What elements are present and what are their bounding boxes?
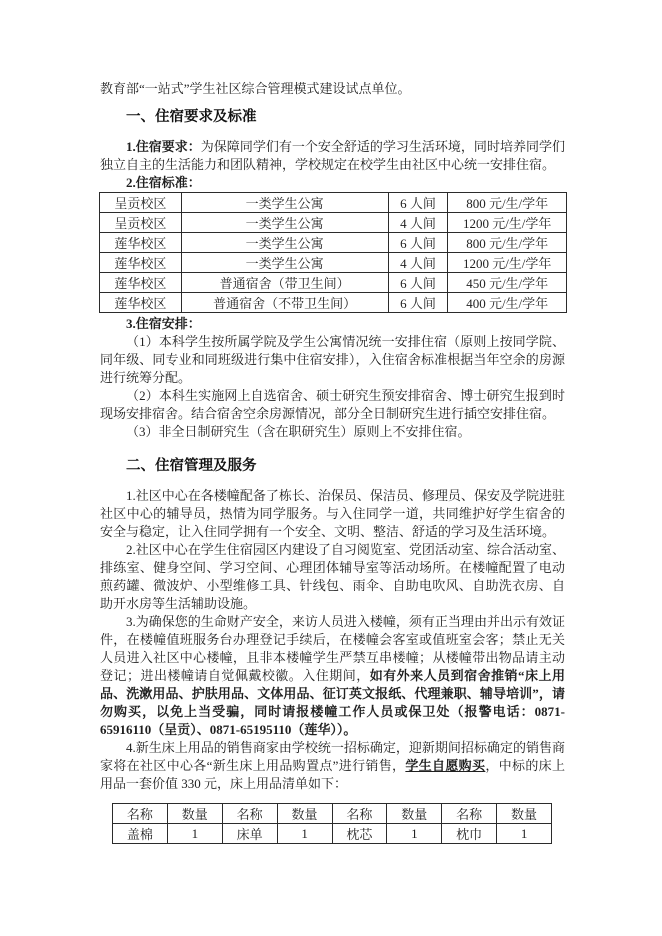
section-1-heading: 一、住宿要求及标准: [126, 109, 257, 125]
table-row: [100, 193, 567, 213]
section-2-heading: 二、住宿管理及服务: [126, 458, 257, 474]
arrangement-point-1: （1）本科学生按所属学院及学生公寓情况统一安排住宿（原则上按同学院、同年级、同专业和同班级进行集中住宿安排），入住宿舍标准根据当年空余的房源进行统筹分配。: [100, 334, 565, 385]
room-size-cell: 6 人间: [388, 273, 448, 293]
campus-cell: 呈贡校区: [100, 193, 182, 213]
item-qty-cell: 1: [277, 824, 332, 844]
dorm-type-cell: 一类学生公寓: [181, 233, 388, 253]
bedding-list-table: [112, 803, 552, 844]
header-qty-cell: 数量: [277, 804, 332, 824]
header-name-cell: 名称: [332, 804, 387, 824]
table-row: [100, 273, 567, 293]
room-size-cell: 4 人间: [388, 213, 448, 233]
item-name-cell: 盖棉: [113, 824, 168, 844]
table-row: [113, 824, 552, 844]
sales-warning-bold-text: 如有外来人员到宿舍推销“床上用品、洗漱用品、护肤用品、文体用品、征订英文报纸、代理兼职、辅导培训”，请勿购买，以免上当受骗，同时请报楼幢工作人员或保卫处（报警电话：0871-65916110（呈贡）、0871-65195110（莲华））。: [100, 668, 565, 737]
voluntary-purchase-emphasis: 学生自愿购买: [405, 758, 486, 773]
management-paragraph-2: 2.社区中心在学生住宿园区内建设了自习阅览室、党团活动室、综合活动室、排练室、健身空间、学习空间、心理团体辅导室等活动场所。在楼幢配置了电动煎药罐、微波炉、小型维修工具、针线包、雨伞、自助电吹风、自助洗衣房、自助开水房等生活辅助设施。: [100, 542, 565, 611]
price-cell: 1200 元/生/学年: [448, 253, 567, 273]
bedding-sales-text-1: 4.新生床上用品的销售商家由学校统一招标确定，迎新期间招标确定的销售商家将在社区中心各“新生床上用品购置点”进行销售，: [100, 740, 565, 773]
price-cell: 800 元/生/学年: [448, 193, 567, 213]
price-cell: 400 元/生/学年: [448, 293, 567, 313]
management-paragraph-4: [100, 739, 565, 793]
management-paragraph-3: [100, 613, 565, 739]
campus-cell: 莲华校区: [100, 233, 182, 253]
campus-cell: 莲华校区: [100, 293, 182, 313]
item-qty-cell: 1: [167, 824, 222, 844]
dorm-type-cell: 普通宿舍（不带卫生间）: [181, 293, 388, 313]
management-paragraph-1: 1.社区中心在各楼幢配备了栋长、治保员、保洁员、修理员、保安及学院进驻社区中心的辅导员，热情为同学服务。与入住同学一道，共同维护好学生宿舍的安全与稳定，让入住同学拥有一个安全、文明、整洁、舒适的学习及生活环境。: [100, 488, 565, 539]
housing-requirement-paragraph: [100, 138, 565, 174]
housing-arrangement-label-line: [100, 315, 565, 333]
table-row: [100, 213, 567, 233]
item-name-cell: 枕芯: [332, 824, 387, 844]
intro-paragraph: 教育部“一站式”学生社区综合管理模式建设试点单位。: [100, 81, 411, 96]
campus-cell: 莲华校区: [100, 273, 182, 293]
item-qty-cell: 1: [387, 824, 442, 844]
document-content: [100, 80, 565, 844]
header-qty-cell: 数量: [167, 804, 222, 824]
price-cell: 450 元/生/学年: [448, 273, 567, 293]
room-size-cell: 6 人间: [388, 233, 448, 253]
table-row: [100, 253, 567, 273]
arrangement-point-2: （2）本科生实施网上自选宿舍、硕士研究生预安排宿舍、博士研究生报到时现场安排宿舍。结合宿舍空余房源情况，部分全日制研究生进行插空安排住宿。: [100, 388, 565, 421]
table-row: [100, 233, 567, 253]
housing-requirement-label: 1.住宿要求：: [126, 139, 201, 154]
dorm-type-cell: 一类学生公寓: [181, 193, 388, 213]
campus-cell: 莲华校区: [100, 253, 182, 273]
housing-standard-label: 2.住宿标准：: [126, 175, 201, 190]
table-header-row: [113, 804, 552, 824]
room-size-cell: 6 人间: [388, 193, 448, 213]
item-qty-cell: 1: [497, 824, 552, 844]
dorm-type-cell: 一类学生公寓: [181, 213, 388, 233]
housing-standard-label-line: [100, 174, 565, 192]
security-notice-text: 3.为确保您的生命财产安全，来访人员进入楼幢，须有正当理由并出示有效证件，在楼幢值班服务台办理登记手续后，在楼幢会客室或值班室会客；禁止无关人员进入社区中心楼幢，且非本楼幢学生严禁互串楼幢；从楼幢带出物品请主动登记；进出楼幢请自觉佩戴校徽。入住期间，: [100, 614, 565, 683]
housing-requirement-text: 为保障同学们有一个安全舒适的学习生活环境，同时培养同学们独立自主的生活能力和团队精神，学校规定在校学生由社区中心统一安排住宿。: [100, 139, 565, 172]
header-qty-cell: 数量: [497, 804, 552, 824]
header-name-cell: 名称: [222, 804, 277, 824]
header-qty-cell: 数量: [387, 804, 442, 824]
dorm-type-cell: 一类学生公寓: [181, 253, 388, 273]
housing-arrangement-label: 3.住宿安排：: [126, 316, 201, 331]
bedding-sales-text-2: ，中标的床上用品一套价值 330 元，床上用品清单如下：: [100, 758, 565, 791]
price-cell: 1200 元/生/学年: [448, 213, 567, 233]
price-cell: 800 元/生/学年: [448, 233, 567, 253]
campus-cell: 呈贡校区: [100, 213, 182, 233]
table-row: [100, 293, 567, 313]
dorm-type-cell: 普通宿舍（带卫生间）: [181, 273, 388, 293]
room-size-cell: 4 人间: [388, 253, 448, 273]
arrangement-point-3: （3）非全日制研究生（含在职研究生）原则上不安排住宿。: [126, 424, 471, 439]
dorm-standards-table: [99, 192, 567, 313]
header-name-cell: 名称: [442, 804, 497, 824]
item-name-cell: 枕巾: [442, 824, 497, 844]
header-name-cell: 名称: [113, 804, 168, 824]
item-name-cell: 床单: [222, 824, 277, 844]
room-size-cell: 6 人间: [388, 293, 448, 313]
